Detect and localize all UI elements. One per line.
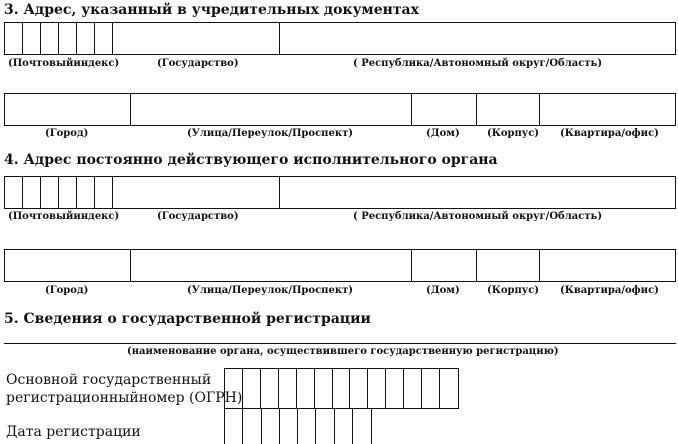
postal-code-caption: (Почтовыйиндекс) — [8, 58, 120, 69]
ogrn-digit-cell[interactable] — [368, 369, 386, 408]
region-field[interactable] — [280, 177, 675, 208]
postal-code-cell[interactable] — [41, 177, 59, 208]
apartment-field[interactable] — [540, 250, 675, 281]
apartment-caption: (Квартира/офис) — [560, 285, 659, 296]
building-caption: (Корпус) — [487, 128, 540, 139]
postal-code-cell[interactable] — [59, 177, 77, 208]
postal-code-cell[interactable] — [5, 177, 23, 208]
ogrn-digit-cell[interactable] — [297, 369, 315, 408]
country-caption: (Государство) — [157, 58, 239, 69]
date-digit-cell[interactable] — [316, 409, 334, 444]
section-4-address-row-1 — [4, 176, 676, 209]
apartment-caption: (Квартира/офис) — [560, 128, 659, 139]
region-caption: ( Республика/Автономный округ/Область) — [353, 211, 603, 222]
date-digit-cell[interactable] — [262, 409, 280, 444]
ogrn-digit-cell[interactable] — [243, 369, 261, 408]
apartment-field[interactable] — [540, 94, 675, 125]
ogrn-digit-cell[interactable] — [261, 369, 279, 408]
ogrn-digit-cell[interactable] — [279, 369, 297, 408]
section-3-title: 3. Адрес, указанный в учредительных документах — [4, 2, 419, 18]
ogrn-digit-cell[interactable] — [333, 369, 351, 408]
section-5-title: 5. Сведения о государственной регистрации — [4, 311, 371, 327]
postal-code-cell[interactable] — [5, 23, 23, 54]
country-field[interactable] — [113, 177, 280, 208]
authority-line[interactable] — [4, 343, 676, 344]
country-field[interactable] — [113, 23, 280, 54]
ogrn-grid — [224, 368, 459, 409]
postal-code-cell[interactable] — [23, 177, 41, 208]
street-field[interactable] — [131, 250, 412, 281]
ogrn-label-line-1: Основной государственный — [6, 372, 212, 388]
building-field[interactable] — [477, 250, 540, 281]
registration-date-label: Дата регистрации — [6, 424, 141, 440]
section-3-address-row-1 — [4, 22, 676, 55]
postal-code-cell[interactable] — [77, 23, 95, 54]
house-caption: (Дом) — [426, 285, 460, 296]
authority-caption: (наименование органа, осуществившего государственную регистрацию) — [127, 346, 559, 357]
postal-code-cell[interactable] — [77, 177, 95, 208]
postal-code-cell[interactable] — [23, 23, 41, 54]
ogrn-digit-cell[interactable] — [225, 369, 243, 408]
section-4-title: 4. Адрес постоянно действующего исполнительного органа — [4, 152, 498, 168]
house-caption: (Дом) — [426, 128, 460, 139]
date-digit-cell[interactable] — [280, 409, 298, 444]
section-3-address-row-2 — [4, 93, 676, 126]
street-field[interactable] — [131, 94, 412, 125]
house-field[interactable] — [412, 94, 477, 125]
ogrn-digit-cell[interactable] — [315, 369, 333, 408]
building-field[interactable] — [477, 94, 540, 125]
city-caption: (Город) — [45, 128, 89, 139]
city-caption: (Город) — [45, 285, 89, 296]
country-caption: (Государство) — [157, 211, 239, 222]
ogrn-digit-cell[interactable] — [440, 369, 458, 408]
ogrn-digit-cell[interactable] — [350, 369, 368, 408]
city-field[interactable] — [5, 94, 131, 125]
section-4-address-row-2 — [4, 249, 676, 282]
region-caption: ( Республика/Автономный округ/Область) — [353, 58, 603, 69]
street-caption: (Улица/Переулок/Проспект) — [187, 285, 354, 296]
region-field[interactable] — [280, 23, 675, 54]
postal-code-caption: (Почтовыйиндекс) — [8, 211, 120, 222]
date-digit-cell[interactable] — [243, 409, 261, 444]
ogrn-label-line-2: регистрационныйномер (ОГРН) — [6, 390, 243, 406]
street-caption: (Улица/Переулок/Проспект) — [187, 128, 354, 139]
postal-code-cell[interactable] — [41, 23, 59, 54]
ogrn-digit-cell[interactable] — [404, 369, 422, 408]
postal-code-cell[interactable] — [95, 177, 113, 208]
postal-code-cell[interactable] — [95, 23, 113, 54]
date-digit-cell[interactable] — [298, 409, 316, 444]
registration-date-grid — [224, 408, 372, 444]
ogrn-digit-cell[interactable] — [422, 369, 440, 408]
ogrn-digit-cell[interactable] — [386, 369, 404, 408]
date-digit-cell[interactable] — [225, 409, 243, 444]
date-digit-cell[interactable] — [353, 409, 371, 444]
house-field[interactable] — [412, 250, 477, 281]
city-field[interactable] — [5, 250, 131, 281]
date-digit-cell[interactable] — [335, 409, 353, 444]
postal-code-cell[interactable] — [59, 23, 77, 54]
building-caption: (Корпус) — [487, 285, 540, 296]
